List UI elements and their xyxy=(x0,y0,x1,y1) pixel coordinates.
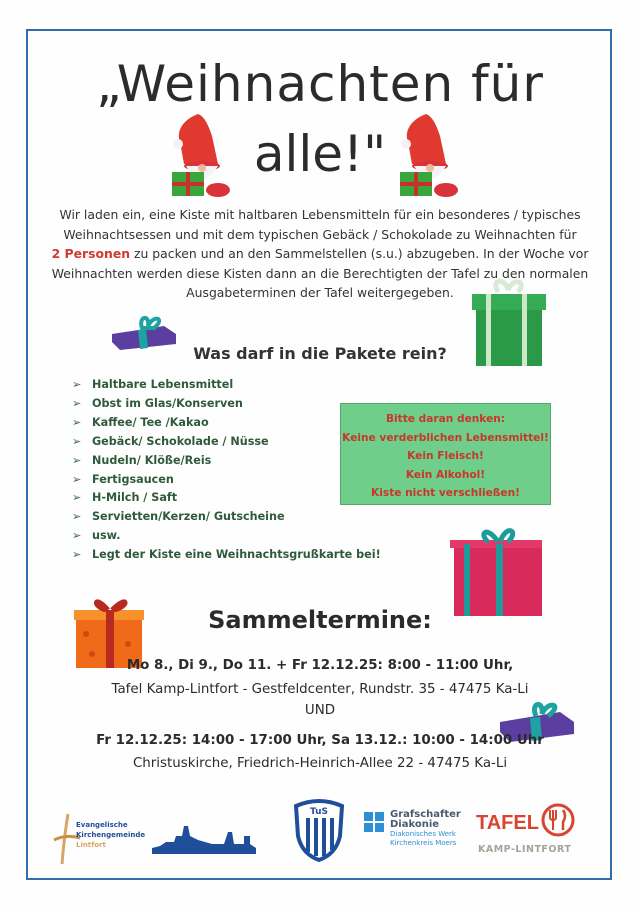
bullet-arrow-icon: ➢ xyxy=(72,396,82,410)
schedule-slot1-times: Mo 8., Di 9., Do 11. + Fr 12.12.25: 8:00 - 11:00 Uhr, xyxy=(126,658,514,673)
list-item: ➢ Legt der Kiste eine Weihnachtsgrußkarte bei! xyxy=(72,546,381,565)
church-logo: Evangelische Kirchengemeinde Lintfort xyxy=(76,821,146,849)
tafel-logo-city: KAMP-LINTFORT xyxy=(478,844,572,855)
diakonie-cross-icon xyxy=(364,812,384,832)
reminder-line: Keine verderblichen Lebensmittel! xyxy=(342,431,549,444)
intro-text-1: Wir laden ein, eine Kiste mit haltbaren Lebensmitteln für ein besonderes / typisches Weihnachtsessen und mit dem typischen Gebäck / Schokolade zu Weihnachten für xyxy=(59,207,581,242)
packages-heading: Was darf in die Pakete rein? xyxy=(193,344,447,363)
reminder-line: Bitte daran denken: xyxy=(385,413,506,425)
intro-text-2: zu packen und an den Sammelstellen (s.u.) abzugeben. In der Woche vor Weihnachten werden diese Kisten dann an die Berechtigten der Tafel zu den normalen Ausgabeterminen der Tafel weitergegeben. xyxy=(51,246,589,301)
schedule-separator: UND xyxy=(304,703,336,718)
tus-lintfort-logo xyxy=(292,798,346,862)
tafel-logo-name: TAFEL xyxy=(476,812,539,834)
bullet-arrow-icon: ➢ xyxy=(72,378,82,391)
list-item: ➢ Haltbare Lebensmittel xyxy=(72,376,381,395)
list-item: ➢ Obst im Glas/Konserven xyxy=(72,395,381,414)
bullet-arrow-icon: ➢ xyxy=(72,453,82,467)
schedule-slot2-times: Fr 12.12.25: 14:00 - 17:00 Uhr, Sa 13.12.: 10:00 - 14:00 Uhr xyxy=(96,733,544,748)
svg-text:TuS: TuS xyxy=(309,807,329,817)
reminder-box xyxy=(340,403,551,505)
list-item: ➢ Kaffee/ Tee /Kakao xyxy=(72,414,381,433)
list-item: ➢ H-Milch / Saft xyxy=(72,489,381,508)
schedule-slot2-location: Christuskirche, Friedrich-Heinrich-Allee 22 - 47475 Ka-Li xyxy=(132,756,508,771)
pink-gift-icon xyxy=(448,520,548,620)
title-line-2: alle!" xyxy=(253,125,387,183)
bullet-arrow-icon: ➢ xyxy=(72,510,82,524)
bullet-arrow-icon: ➢ xyxy=(72,472,82,486)
list-item: ➢ Servietten/Kerzen/ Gutscheine xyxy=(72,508,381,527)
diakonie-logo: Grafschafter Diakonie Diakonisches Werk Kirchenkreis Moers xyxy=(390,809,461,847)
bullet-arrow-icon: ➢ xyxy=(72,548,82,562)
schedule-slot1-location: Tafel Kamp-Lintfort - Gestfeldcenter, Rundstr. 35 - 47475 Ka-Li xyxy=(111,682,529,697)
packages-list xyxy=(72,376,381,565)
list-item: ➢ usw. xyxy=(72,527,381,546)
reminder-line: Kein Alkohol! xyxy=(405,468,486,481)
gnome-icon-left xyxy=(168,112,236,198)
schedule-heading: Sammeltermine: xyxy=(208,606,432,634)
skyline-logo xyxy=(152,822,256,854)
bullet-arrow-icon: ➢ xyxy=(72,434,82,448)
reminder-line: Kiste nicht verschließen! xyxy=(371,487,520,500)
list-item: ➢ Nudeln/ Klöße/Reis xyxy=(72,452,381,471)
bullet-arrow-icon: ➢ xyxy=(72,529,82,543)
intro-highlight-persons: 2 Personen xyxy=(51,246,131,262)
gnome-icon-right xyxy=(396,112,464,198)
bullet-arrow-icon: ➢ xyxy=(72,491,82,505)
tafel-cutlery-icon xyxy=(540,802,576,838)
list-item: ➢ Gebäck/ Schokolade / Nüsse xyxy=(72,433,381,452)
bullet-arrow-icon: ➢ xyxy=(72,415,82,429)
title-line-1: „Weihnachten für xyxy=(96,55,544,113)
reminder-line: Kein Fleisch! xyxy=(407,450,484,463)
list-item: ➢ Fertigsaucen xyxy=(72,471,381,490)
